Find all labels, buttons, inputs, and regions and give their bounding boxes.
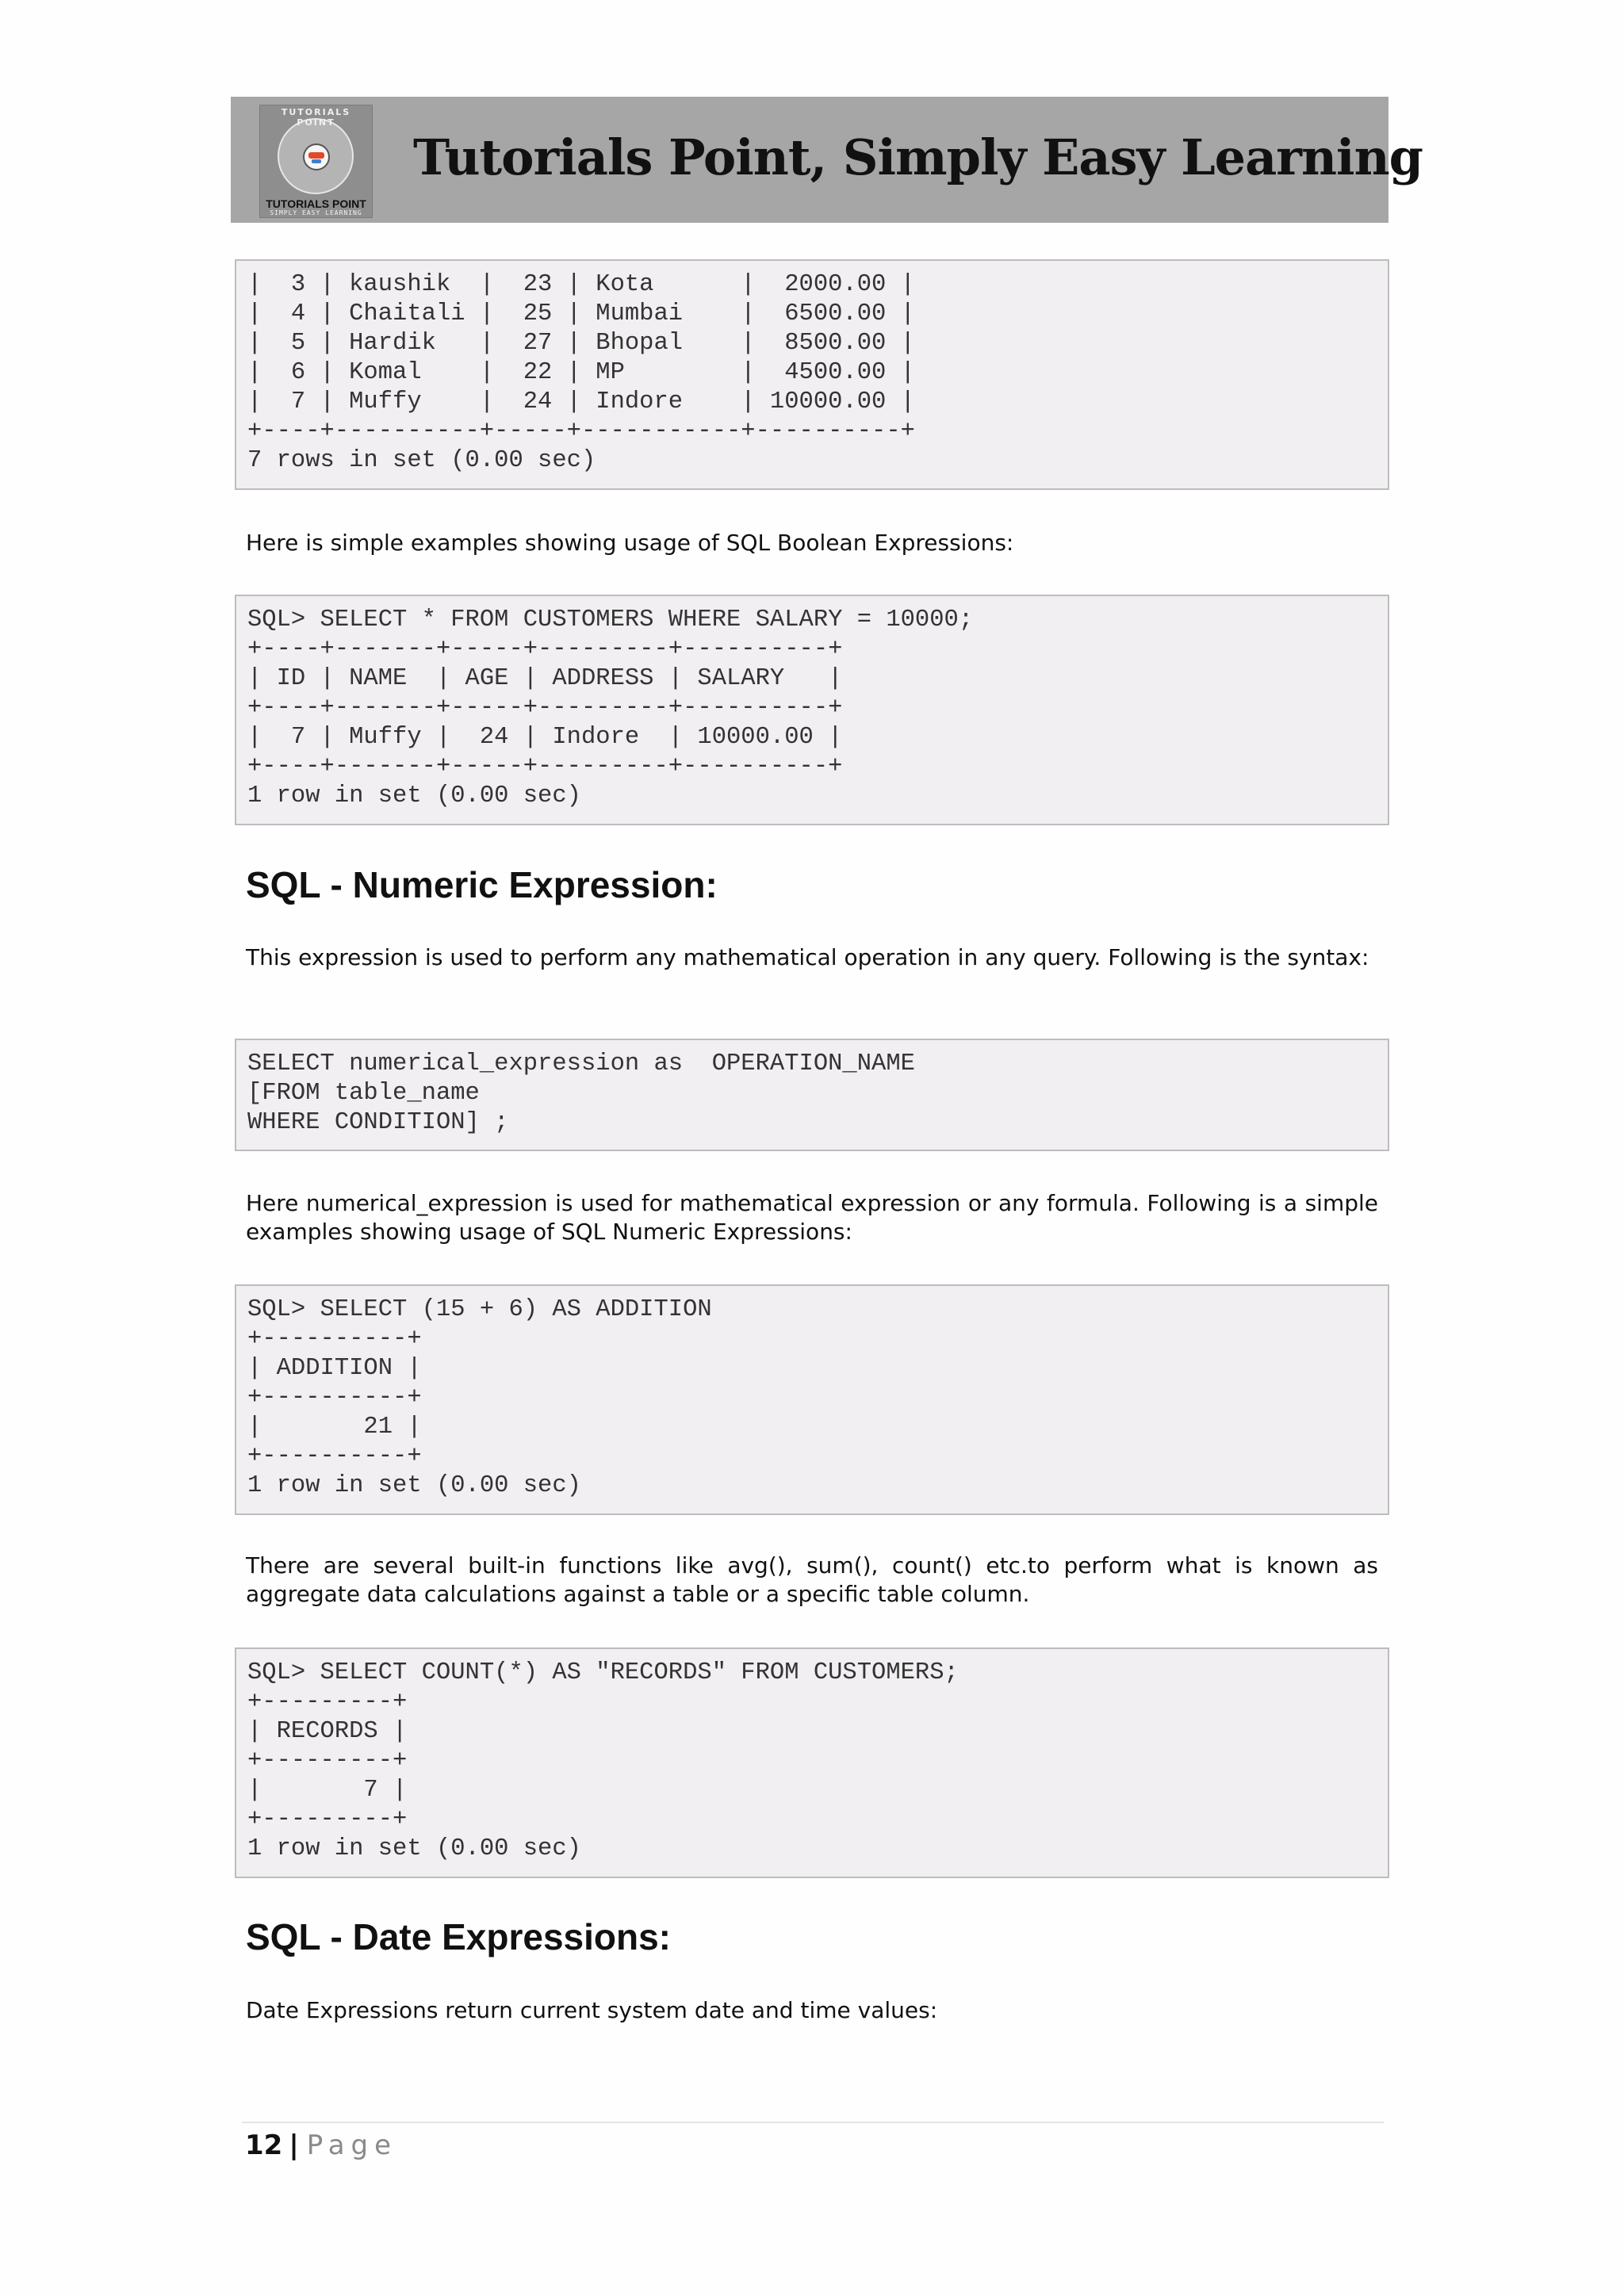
logo-arc-text: TUTORIALS POINT: [281, 107, 351, 128]
paragraph-numeric-explain: Here numerical_expression is used for mathematical expression or any formula. Following is a simple examples showing usage of SQL Numeric Expressions:: [246, 1190, 1378, 1245]
page-footer: [245, 2130, 397, 2161]
section-heading-date: SQL - Date Expressions:: [246, 1916, 671, 1957]
footer-separator: |: [289, 2130, 299, 2161]
code-text: SQL> SELECT * FROM CUSTOMERS WHERE SALARY = 10000; +----+-------+-----+---------+----------+ | ID | NAME | AGE | ADDRESS | SALARY | +----+-------+-----+---------+----------+ | 7 | Muffy | 24 | Indore | 10000.00 | +----+-------+-----+---------+----------+ 1 row in set (0.00 sec): [247, 607, 974, 809]
paragraph-numeric-intro: This expression is used to perform any mathematical operation in any query. Following is the syntax:: [246, 944, 1369, 970]
section-heading-numeric: SQL - Numeric Expression:: [246, 864, 718, 905]
code-text: SQL> SELECT COUNT(*) AS "RECORDS" FROM CUSTOMERS; +---------+ | RECORDS | +---------+ | 7 | +---------+ 1 row in set (0.00 sec): [247, 1659, 959, 1862]
code-block-addition-example: [235, 1284, 1389, 1515]
paragraph-boolean-intro: Here is simple examples showing usage of SQL Boolean Expressions:: [246, 530, 1014, 556]
tutorials-point-logo: [259, 105, 373, 218]
code-text: SQL> SELECT (15 + 6) AS ADDITION +----------+ | ADDITION | +----------+ | 21 | +----------+ 1 row in set (0.00 sec): [247, 1296, 712, 1499]
logo-disc-icon: [303, 144, 330, 170]
footer-divider: [242, 2122, 1384, 2123]
logo-tagline: SIMPLY EASY LEARNING: [270, 209, 362, 216]
code-text: | 3 | kaushik | 23 | Kota | 2000.00 | | 4 | Chaitali | 25 | Mumbai | 6500.00 | | 5 | Hardik | 27 | Bhopal | 8500.00 | | 6 | Komal | 22 | MP | 4500.00 | | 7 | Muffy | 24 | Indore | 10000.00 | +----+----------+-----+-----------+----------+ 7 rows in set (0.00 sec): [247, 271, 915, 474]
page-number: 12: [245, 2130, 283, 2161]
code-block-boolean-example: [235, 595, 1389, 825]
header-title: Tutorials Point, Simply Easy Learning: [413, 128, 1423, 186]
paragraph-date-intro: Date Expressions return current system date and time values:: [246, 1997, 938, 2023]
header-banner: [231, 97, 1423, 223]
code-block-count-example: [235, 1647, 1389, 1878]
page-label: Page: [306, 2130, 398, 2161]
code-block-customers-tail: [235, 259, 1389, 490]
logo-name: TUTORIALS POINT: [266, 197, 366, 210]
paragraph-aggregate-intro: There are several built-in functions like avg(), sum(), count() etc.to perform what is known as aggregate data calculations against a table or a specific table column.: [246, 1552, 1378, 1607]
code-block-numeric-syntax: [235, 1039, 1389, 1151]
code-text: SELECT numerical_expression as OPERATION_NAME [FROM table_name WHERE CONDITION] ;: [247, 1050, 915, 1136]
